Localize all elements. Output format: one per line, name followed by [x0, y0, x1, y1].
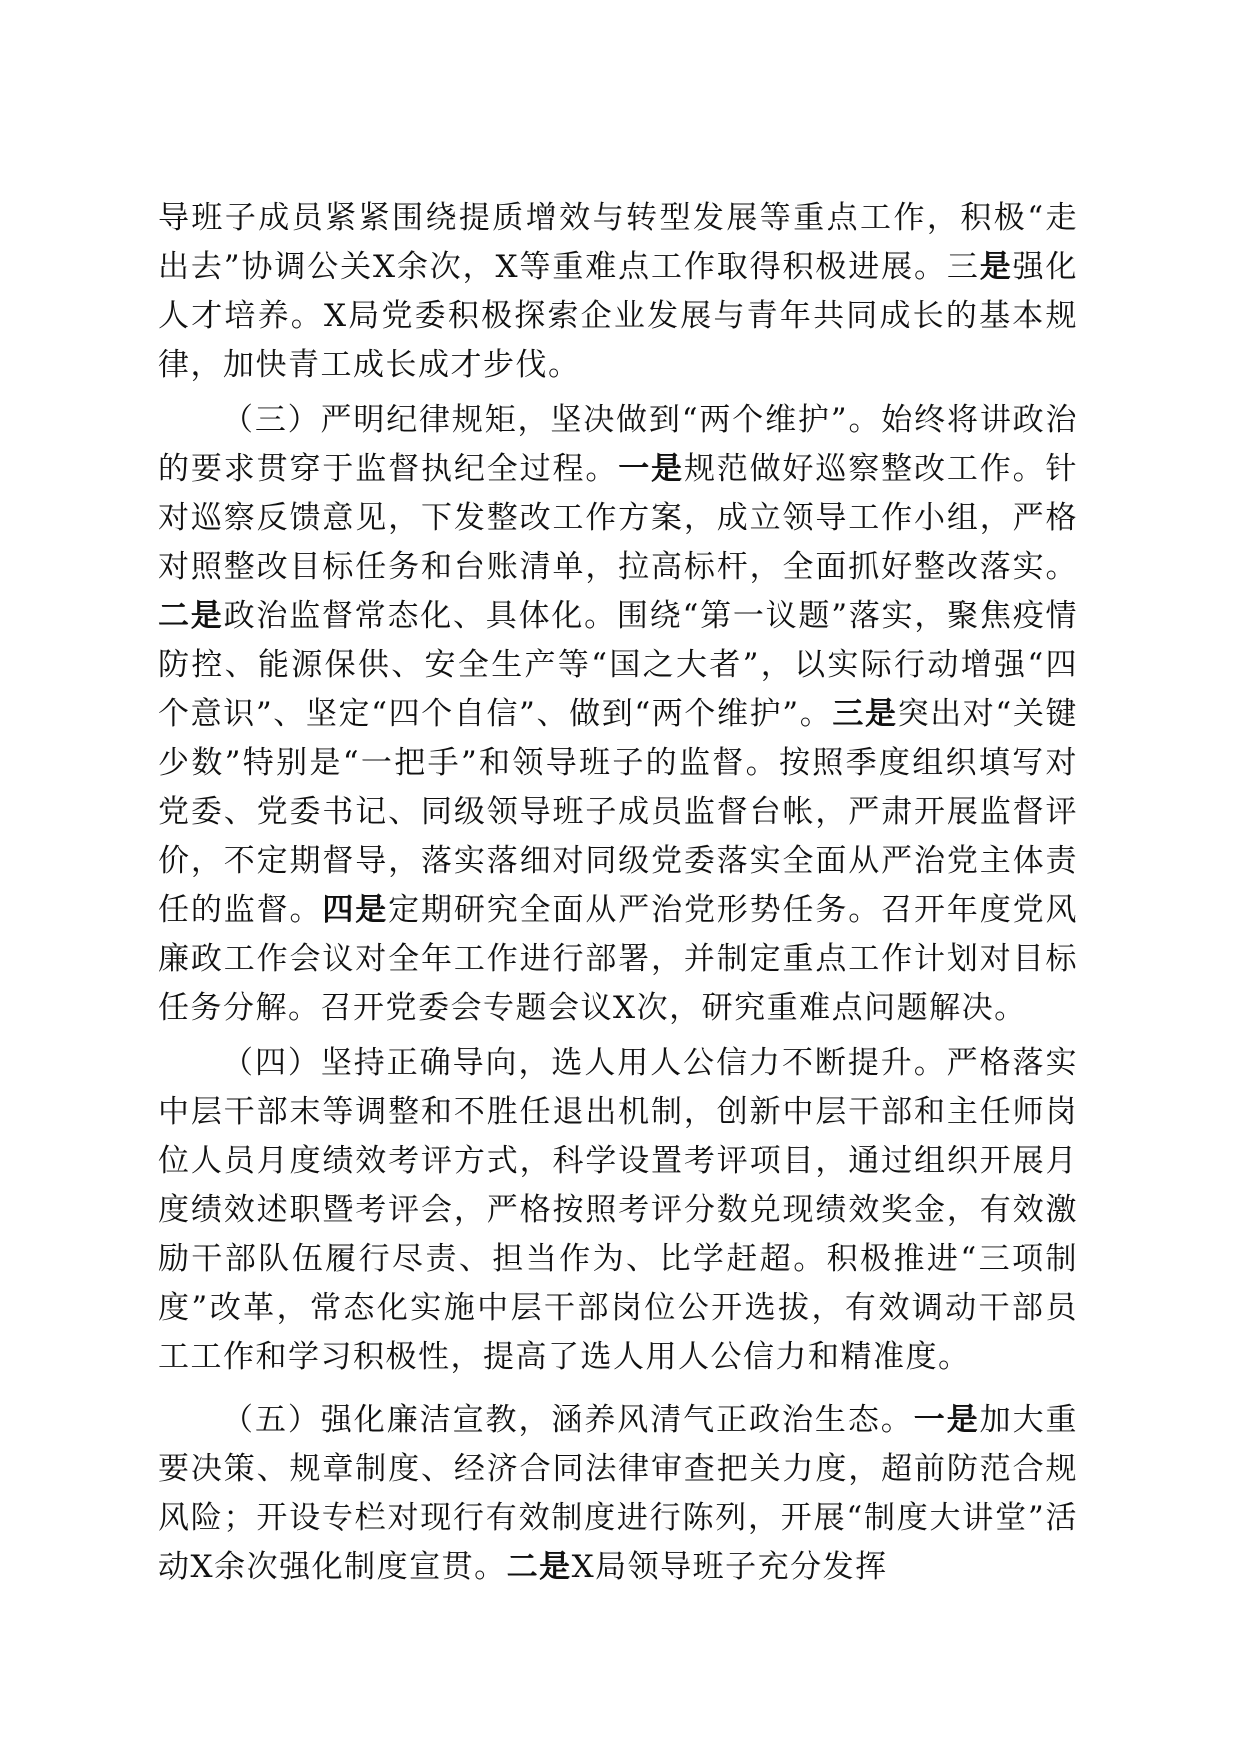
emphasis-marker: 二是 [158, 598, 224, 634]
emphasis-marker: 二是 [506, 1549, 572, 1585]
text-segment: 突出对“关键少数”特别是“一把手”和领导班子的监督。按照季度组织填写对党委、党委书记、同级领导班子成员监督台帐，严肃开展监督评价，不定期督导，落实落细对同级党委落实全面从严治党主体责任的监督。 [158, 696, 1078, 928]
text-segment: X局领导班子充分发挥 [571, 1549, 888, 1585]
text-segment: （四）坚持正确导向，选人用人公信力不断提升。严格落实中层干部末等调整和不胜任退出机制，创新中层干部和主任师岗位人员月度绩效考评方式，科学设置考评项目，通过组织开展月度绩效述职暨考评会，严格按照考评分数兑现绩效奖金，有效激励干部队伍履行尽责、担当作为、比学赶超。积极推进“三项制度”改革，常态化实施中层干部岗位公开选拔，有效调动干部员工工作和学习积极性，提高了选人用人公信力和精准度。 [158, 1045, 1078, 1375]
emphasis-marker: 四是 [322, 892, 389, 928]
text-segment: 定期研究全面从严治党形势任务。召开年度党风廉政工作会议对全年工作进行部署，并制定重点工作计划对目标任务分解。召开党委会专题会议X次，研究重难点问题解决。 [158, 892, 1079, 1026]
text-segment: （五）强化廉洁宣教，涵养风清气正政治生态。 [222, 1402, 914, 1438]
text-segment: 强化人才培养。X局党委积极探索企业发展与青年共同成长的基本规律，加快青工成长成才步伐。 [158, 249, 1079, 383]
text-segment: 加大重要决策、规章制度、经济合同法律审查把关力度，超前防范合规风险；开设专栏对现行有效制度进行陈列，开展“制度大讲堂”活动X余次强化制度宣贯。 [158, 1402, 1079, 1585]
paragraph-section-3 [158, 396, 1078, 1033]
paragraph-continued [158, 194, 1078, 390]
emphasis-marker: 是 [979, 249, 1013, 285]
emphasis-marker: 一是 [913, 1402, 980, 1438]
paragraph-section-4 [158, 1039, 1078, 1382]
emphasis-marker: 一是 [618, 451, 684, 487]
text-segment: 政治监督常态化、具体化。围绕“第一议题”落实，聚焦疫情防控、能源保供、安全生产等“国之大者”，以实际行动增强“四个意识”、坚定“四个自信”、做到“两个维护”。 [158, 598, 1078, 732]
document-page [158, 194, 1078, 1592]
paragraph-section-5 [158, 1396, 1078, 1592]
text-segment: 规范做好巡察整改工作。针对巡察反馈意见，下发整改工作方案，成立领导工作小组，严格对照整改目标任务和台账清单，拉高标杆，全面抓好整改落实。 [158, 451, 1079, 585]
text-segment: 导班子成员紧紧围绕提质增效与转型发展等重点工作，积极“走出去”协调公关X余次，X等重难点工作取得积极进展。三 [158, 200, 1078, 285]
emphasis-marker: 三是 [832, 696, 898, 732]
text-segment: （三）严明纪律规矩，坚决做到“两个维护”。始终将讲政治的要求贯穿于监督执纪全过程。 [158, 402, 1078, 487]
